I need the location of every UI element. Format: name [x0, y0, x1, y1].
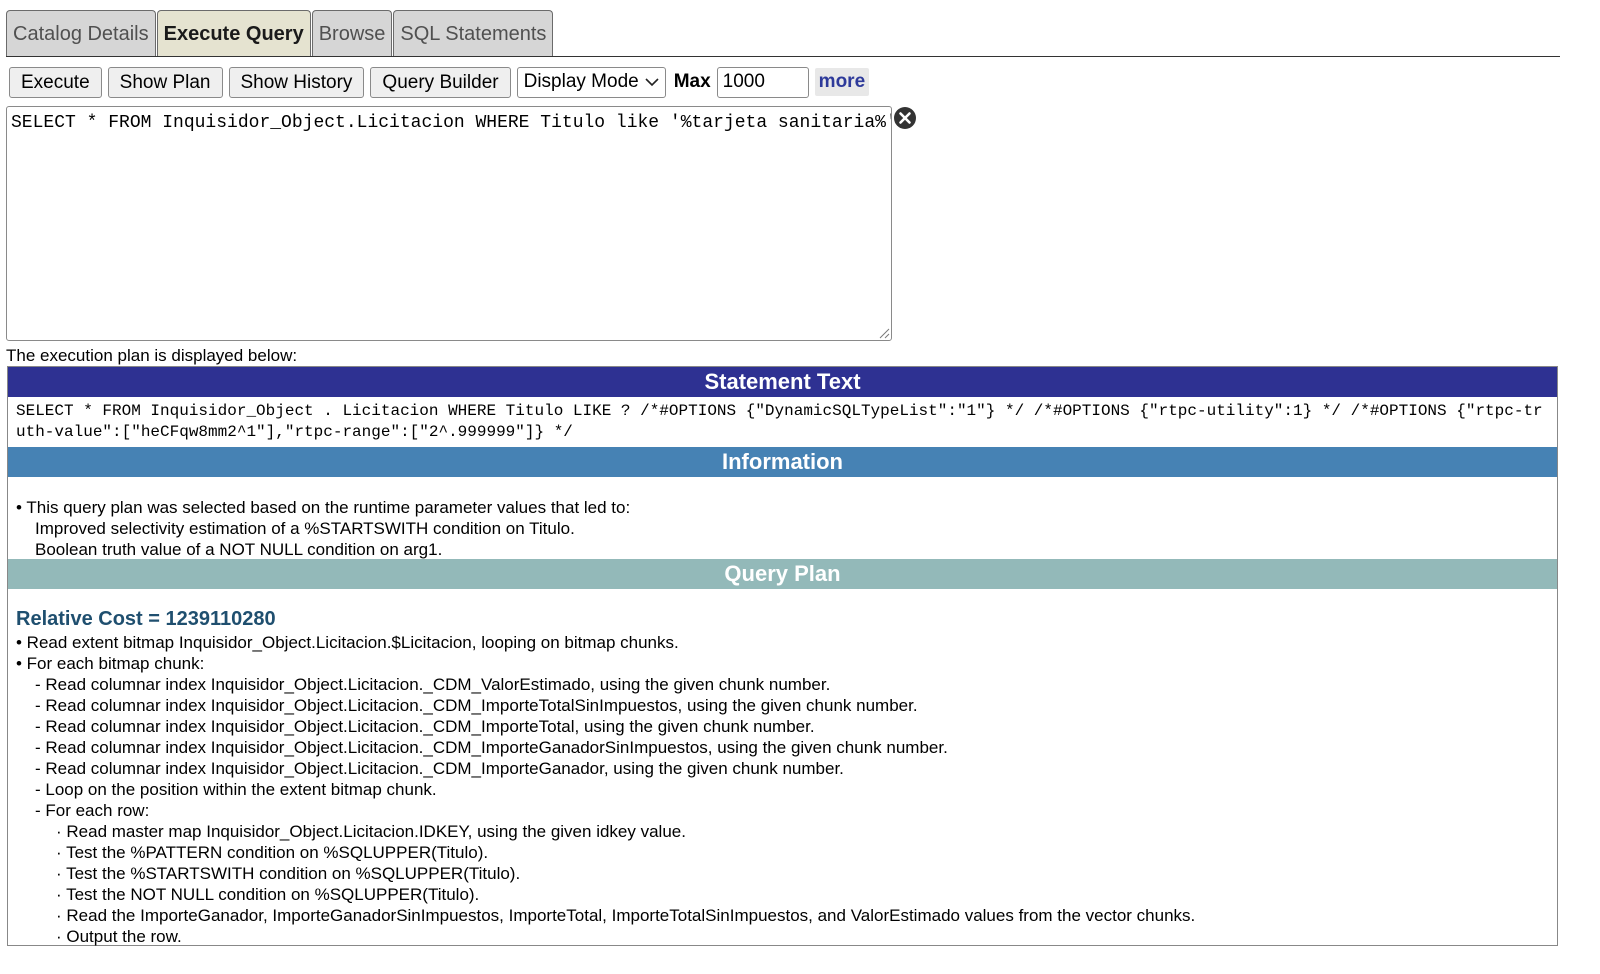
tab-bar: [6, 10, 554, 56]
query-textarea[interactable]: [6, 106, 892, 341]
show-plan-button[interactable]: Show Plan: [108, 67, 223, 98]
plan-step: - Read columnar index Inquisidor_Object.Licitacion._CDM_ImporteGanadorSinImpuestos, using the given chunk number.: [35, 738, 948, 757]
statement-text-header: Statement Text: [8, 367, 1557, 397]
plan-step: · Read master map Inquisidor_Object.Licitacion.IDKEY, using the given idkey value.: [56, 822, 686, 841]
plan-step: · Test the %STARTSWITH condition on %SQLUPPER(Titulo).: [56, 864, 521, 883]
show-history-button[interactable]: Show History: [229, 67, 365, 98]
plan-step: · Read the ImporteGanador, ImporteGanadorSinImpuestos, ImporteTotal, ImporteTotalSinImpuestos, and ValorEstimado values from the vector chunks.: [56, 906, 1196, 925]
tab-catalog-details[interactable]: Catalog Details: [6, 10, 156, 56]
information-line: • This query plan was selected based on the runtime parameter values that led to:: [16, 498, 631, 517]
execute-button[interactable]: Execute: [9, 67, 102, 98]
query-plan-body: [8, 589, 1557, 947]
max-label: Max: [673, 71, 711, 92]
plan-step: · Test the NOT NULL condition on %SQLUPPER(Titulo).: [56, 885, 480, 904]
query-builder-button[interactable]: Query Builder: [370, 67, 510, 98]
query-plan-header: Query Plan: [8, 559, 1557, 589]
plan-step: • Read extent bitmap Inquisidor_Object.Licitacion.$Licitacion, looping on bitmap chunks.: [16, 633, 679, 652]
tab-divider: [6, 56, 1560, 57]
close-circle-icon[interactable]: [893, 106, 917, 130]
statement-text: SELECT * FROM Inquisidor_Object . Licitacion WHERE Titulo LIKE ? /*#OPTIONS {"DynamicSQLTypeList":"1"} */ /*#OPTIONS {"rtpc-utility":1} */ /*#OPTIONS {"rtpc-truth-value":["heCFqw8mm2^1"],"rtpc-range":["2^.999999"]} */: [16, 402, 1543, 441]
display-mode-select[interactable]: [517, 67, 666, 98]
plan-step: - Read columnar index Inquisidor_Object.Licitacion._CDM_ImporteTotal, using the given chunk number.: [35, 717, 815, 736]
more-link[interactable]: more: [815, 68, 869, 96]
relative-cost: Relative Cost = 1239110280: [16, 608, 276, 630]
toolbar: [9, 66, 869, 98]
plan-step: · Test the %PATTERN condition on %SQLUPPER(Titulo).: [56, 843, 489, 862]
information-line: Improved selectivity estimation of a %STARTSWITH condition on Titulo.: [35, 519, 575, 538]
plan-step: · Output the row.: [56, 927, 182, 946]
information-line: Boolean truth value of a NOT NULL condition on arg1.: [35, 540, 443, 559]
execution-plan-panel: [7, 366, 1558, 946]
plan-note: The execution plan is displayed below:: [6, 346, 298, 365]
plan-step: • For each bitmap chunk:: [16, 654, 205, 673]
display-mode-label: Display Mode: [523, 71, 639, 92]
plan-step: - Loop on the position within the extent bitmap chunk.: [35, 780, 437, 799]
chevron-down-icon: [645, 77, 659, 87]
plan-step: - For each row:: [35, 801, 150, 820]
information-header: Information: [8, 447, 1557, 477]
information-body: [8, 477, 1557, 559]
plan-step: - Read columnar index Inquisidor_Object.Licitacion._CDM_ValorEstimado, using the given chunk number.: [35, 675, 831, 694]
plan-step: - Read columnar index Inquisidor_Object.Licitacion._CDM_ImporteTotalSinImpuestos, using the given chunk number.: [35, 696, 918, 715]
plan-step: - Read columnar index Inquisidor_Object.Licitacion._CDM_ImporteGanador, using the given chunk number.: [35, 759, 844, 778]
resize-grip-icon[interactable]: [878, 327, 890, 339]
tab-sql-statements[interactable]: SQL Statements: [393, 10, 553, 56]
tab-browse[interactable]: Browse: [312, 10, 393, 56]
max-rows-input[interactable]: [717, 67, 809, 98]
tab-execute-query[interactable]: Execute Query: [157, 10, 311, 56]
